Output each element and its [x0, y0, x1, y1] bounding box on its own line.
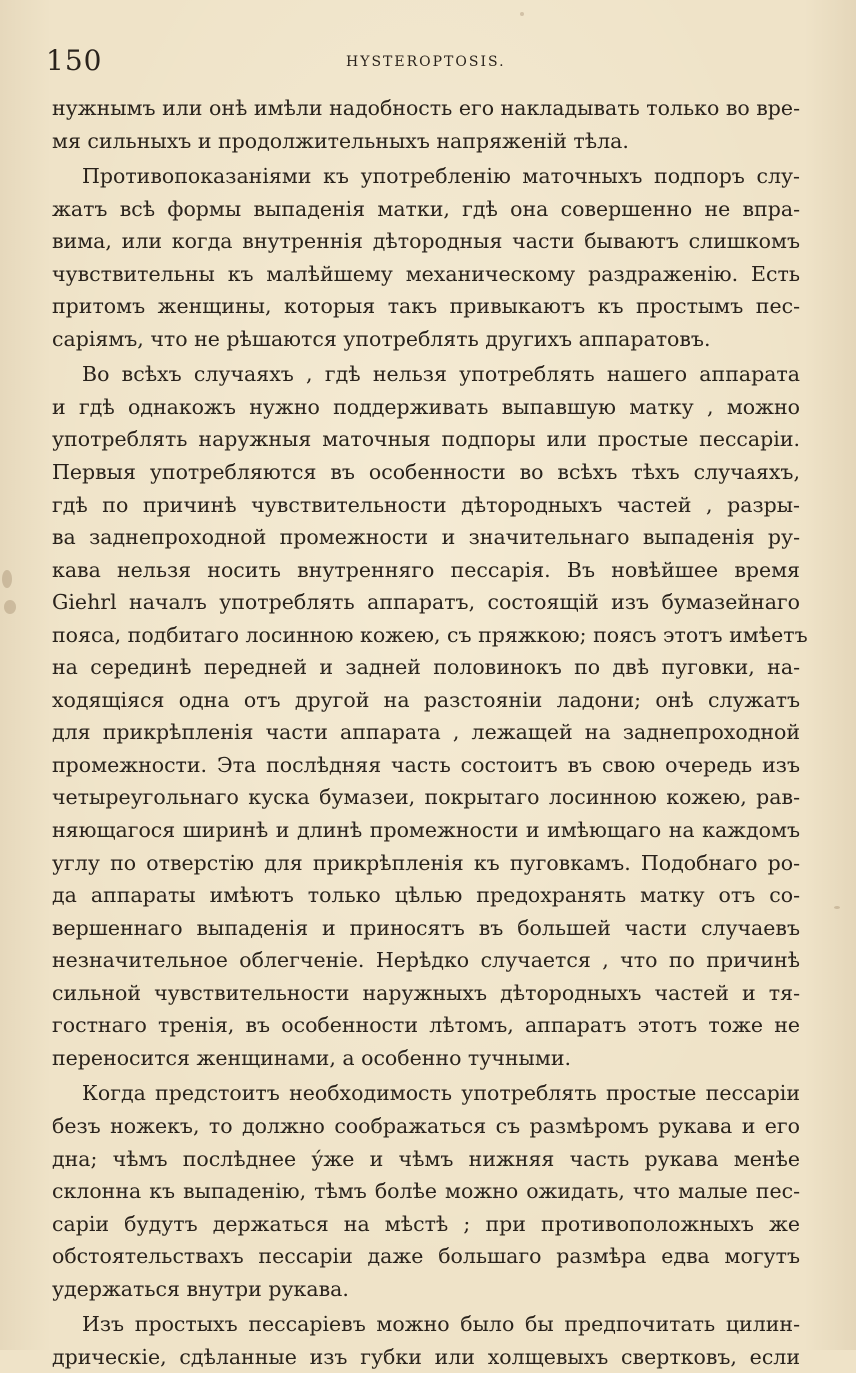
text-line: сильной чувствительности наружныхъ дѣтородныхъ частей и тя-	[52, 980, 800, 1005]
running-head	[46, 44, 804, 80]
text-line: вима, или когда внутреннія дѣтородныя части бываютъ слишкомъ	[52, 229, 800, 254]
margin-stain	[2, 570, 12, 588]
text-line: Когда предстоитъ необходимость употреблять простые пессаріи	[82, 1081, 800, 1106]
text-line: Противопоказаніями къ употребленію маточныхъ подпоръ слу-	[82, 164, 800, 189]
text-line: мя сильныхъ и продолжительныхъ напряженій тѣла.	[52, 128, 629, 153]
text-line: удержаться внутри рукава.	[52, 1276, 349, 1301]
text-line: дрическіе, сдѣланные изъ губки или холщевыхъ свертковъ, если	[52, 1344, 800, 1369]
text-line: саріямъ, что не рѣшаются употреблять другихъ аппаратовъ.	[52, 326, 711, 351]
text-line: дна; чѣмъ послѣднее у́же и чѣмъ нижняя часть рукава менѣе	[52, 1146, 800, 1171]
ink-speck	[520, 12, 524, 16]
text-line: промежности. Эта послѣдняя часть состоитъ въ свою очередь изъ	[52, 752, 800, 777]
text-line: Первыя употребляются въ особенности во всѣхъ тѣхъ случаяхъ,	[52, 460, 800, 485]
text-line: ва заднепроходной промежности и значительнаго выпаденія ру-	[52, 525, 800, 550]
text-line: и гдѣ однакожъ нужно поддерживать выпавшую матку , можно	[52, 394, 800, 419]
text-line: Во всѣхъ случаяхъ , гдѣ нельзя употреблять нашего аппарата	[82, 362, 800, 387]
text-line: употреблять наружныя маточныя подпоры или простые пессаріи.	[52, 427, 800, 452]
text-line: да аппараты имѣютъ только цѣлью предохранять матку отъ со-	[52, 883, 800, 908]
text-line: для прикрѣпленія части аппарата , лежащей на заднепроходной	[52, 720, 800, 745]
text-line: жатъ всѣ формы выпаденія матки, гдѣ она совершенно не впра-	[52, 196, 800, 221]
text-line: нужнымъ или онѣ имѣли надобность его накладывать только во вре-	[52, 96, 800, 120]
text-line: няющагося ширинѣ и длинѣ промежности и имѣющаго на каждомъ	[52, 818, 800, 843]
paragraph	[52, 92, 800, 157]
text-line: склонна къ выпаденію, тѣмъ болѣе можно ожидать, что малые пес-	[52, 1179, 800, 1204]
text-line: незначительное облегченіе. Нерѣдко случается , что по причинѣ	[52, 948, 800, 973]
text-line: переносится женщинами, а особенно тучными.	[52, 1045, 571, 1070]
body-text	[52, 92, 808, 1373]
text-line: ходящіяся одна отъ другой на разстояніи ладони; онѣ служатъ	[52, 687, 800, 712]
running-title: HYSTEROPTOSIS.	[346, 54, 506, 70]
page-number: 150	[46, 44, 103, 77]
paragraph	[52, 1077, 800, 1305]
text-line: обстоятельствахъ пессаріи даже большаго размѣра едва могутъ	[52, 1244, 800, 1269]
paragraph	[52, 160, 800, 355]
text-line: безъ ножекъ, то должно соображаться съ размѣромъ рукава и его	[52, 1113, 800, 1138]
text-line: саріи будутъ держаться на мѣстѣ ; при противоположныхъ же	[52, 1211, 800, 1236]
text-line: кава нельзя носить внутренняго пессарія. Въ новѣйшее время	[52, 557, 800, 582]
text-line: вершеннаго выпаденія и приносятъ въ большей части случаевъ	[52, 915, 800, 940]
text-line: гдѣ по причинѣ чувствительности дѣтородныхъ частей , разры-	[52, 492, 800, 517]
text-line: пояса, подбитаго лосинною кожею, съ пряжкою; поясъ этотъ имѣетъ	[52, 622, 808, 647]
ink-speck	[834, 906, 840, 909]
text-line: углу по отверстію для прикрѣпленія къ пуговкамъ. Подобнаго ро-	[52, 850, 800, 875]
text-line: четыреугольнаго куска бумазеи, покрытаго лосинною кожею, рав-	[52, 785, 800, 810]
text-line: гостнаго тренія, въ особенности лѣтомъ, аппаратъ этотъ тоже не	[52, 1013, 800, 1038]
text-line: Изъ простыхъ пессаріевъ можно было бы предпочитать цилин-	[82, 1312, 800, 1337]
text-line: Giehrl началъ употреблять аппаратъ, состоящій изъ бумазейнаго	[52, 590, 800, 615]
text-line: чувствительны къ малѣйшему механическому раздраженію. Есть	[52, 261, 800, 286]
text-line: на серединѣ передней и задней половинокъ по двѣ пуговки, на-	[52, 655, 800, 680]
text-line: притомъ женщины, которыя такъ привыкаютъ къ простымъ пес-	[52, 294, 800, 319]
paragraph	[52, 358, 808, 1074]
margin-stain	[4, 600, 16, 614]
paragraph	[52, 1308, 800, 1373]
